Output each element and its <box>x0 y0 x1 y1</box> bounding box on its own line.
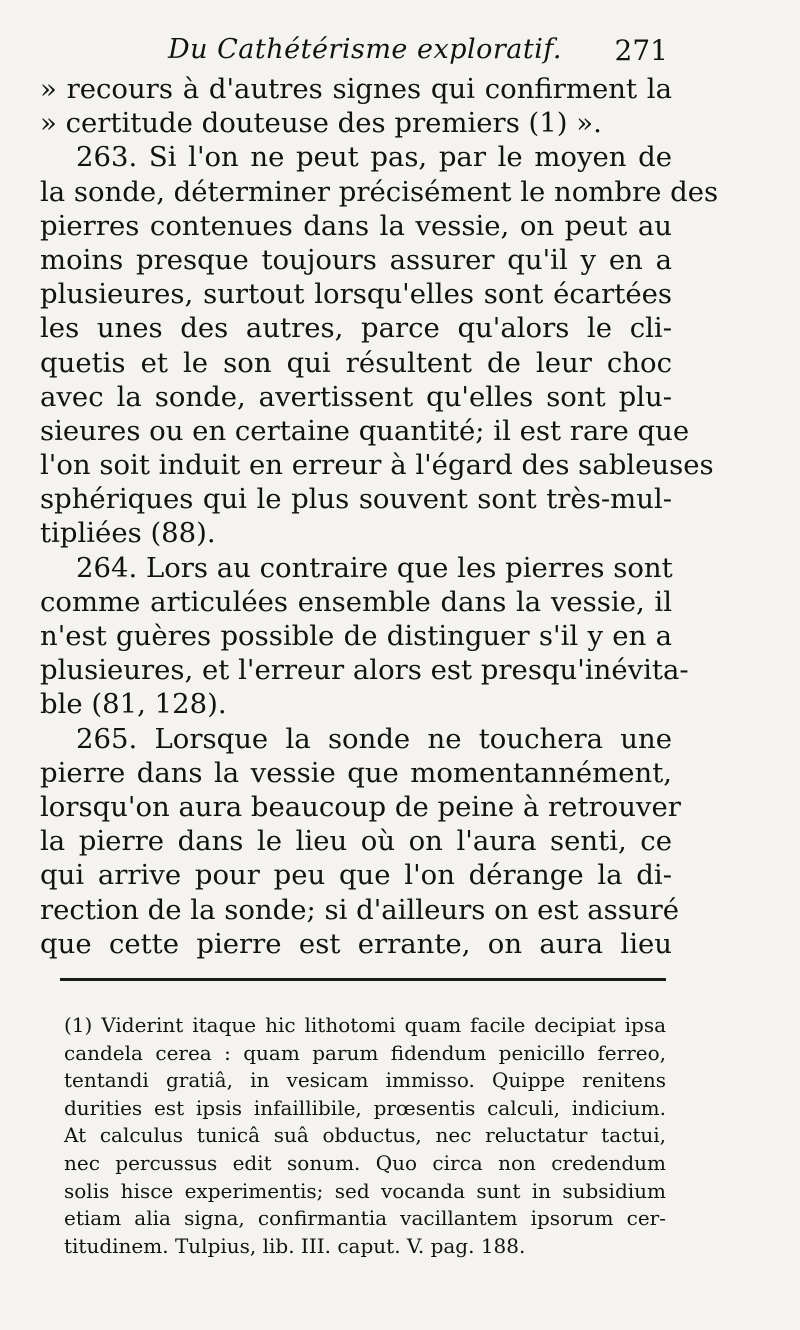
footnote-line: solis hisce experimentis; sed vocanda sunt in subsidium <box>64 1178 666 1203</box>
text-line: avec la sonde, avertissent qu'elles sont plu- <box>40 380 672 413</box>
text-line: quetis et le son qui résultent de leur choc <box>40 346 672 379</box>
running-header <box>168 32 668 72</box>
text-line: sphériques qui le plus souvent sont très-mul- <box>40 483 672 516</box>
footnote-line: (1) Viderint itaque hic lithotomi quam facile decipiat ipsa <box>64 1013 666 1037</box>
footnote-divider <box>60 978 666 981</box>
text-line: comme articulées ensemble dans la vessie, il <box>40 585 672 618</box>
text-line: » certitude douteuse des premiers (1) ». <box>40 107 602 140</box>
footnote-line: etiam alia signa, confirmantia vacillantem ipsorum cer- <box>64 1206 666 1231</box>
text-line: pierre dans la vessie que momentannément, <box>40 756 672 789</box>
text-line: qui arrive pour peu que l'on dérange la di- <box>40 859 672 892</box>
footnote-line: durities est ipsis infaillibile, prœsentis calculi, indicium. <box>64 1095 666 1120</box>
text-line: les unes des autres, parce qu'alors le cli- <box>40 312 672 345</box>
paragraph-263-start: 263. Si l'on ne peut pas, par le moyen de <box>76 141 672 174</box>
text-line: plusieures, surtout lorsqu'elles sont écartées <box>40 278 672 311</box>
paragraph-265-start: 265. Lorsque la sonde ne touchera une <box>76 722 672 755</box>
main-text <box>40 72 719 961</box>
footnote-line: tentandi gratiâ, in vesicam immisso. Quippe renitens <box>64 1068 666 1093</box>
text-line: » recours à d'autres signes qui confirment la <box>40 73 672 105</box>
text-line: ble (81, 128). <box>40 688 227 721</box>
text-line: lorsqu'on aura beaucoup de peine à retrouver <box>40 790 681 823</box>
paragraph-264-start: 264. Lors au contraire que les pierres sont <box>76 551 673 584</box>
text-line: la sonde, déterminer précisément le nombre des <box>40 175 719 208</box>
footnote-line: nec percussus edit sonum. Quo circa non credendum <box>64 1150 666 1175</box>
text-line: sieures ou en certaine quantité; il est rare que <box>40 414 690 447</box>
text-line: la pierre dans le lieu où on l'aura senti, ce <box>40 825 672 858</box>
text-line: moins presque toujours assurer qu'il y en a <box>40 243 672 276</box>
text-line: rection de la sonde; si d'ailleurs on est assuré <box>40 893 680 926</box>
running-title: Du Cathétérisme exploratif. <box>168 34 562 65</box>
text-line: n'est guères possible de distinguer s'il y en a <box>40 620 672 652</box>
text-line: pierres contenues dans la vessie, on peut au <box>40 209 672 242</box>
text-line: tipliées (88). <box>40 517 216 550</box>
text-line: que cette pierre est errante, on aura lieu <box>40 927 672 960</box>
footnote-line: candela cerea : quam parum fidendum penicillo ferreo, <box>64 1040 666 1065</box>
text-line: plusieures, et l'erreur alors est presqu'inévita- <box>40 654 689 687</box>
page-number: 271 <box>614 34 668 67</box>
footnote-line: At calculus tunicâ suâ obductus, nec reluctatur tactui, <box>64 1123 666 1148</box>
text-line: l'on soit induit en erreur à l'égard des sableuses <box>40 449 714 482</box>
footnote-line: titudinem. Tulpius, lib. III. caput. V. pag. 188. <box>64 1233 526 1258</box>
footnote <box>64 1012 666 1260</box>
